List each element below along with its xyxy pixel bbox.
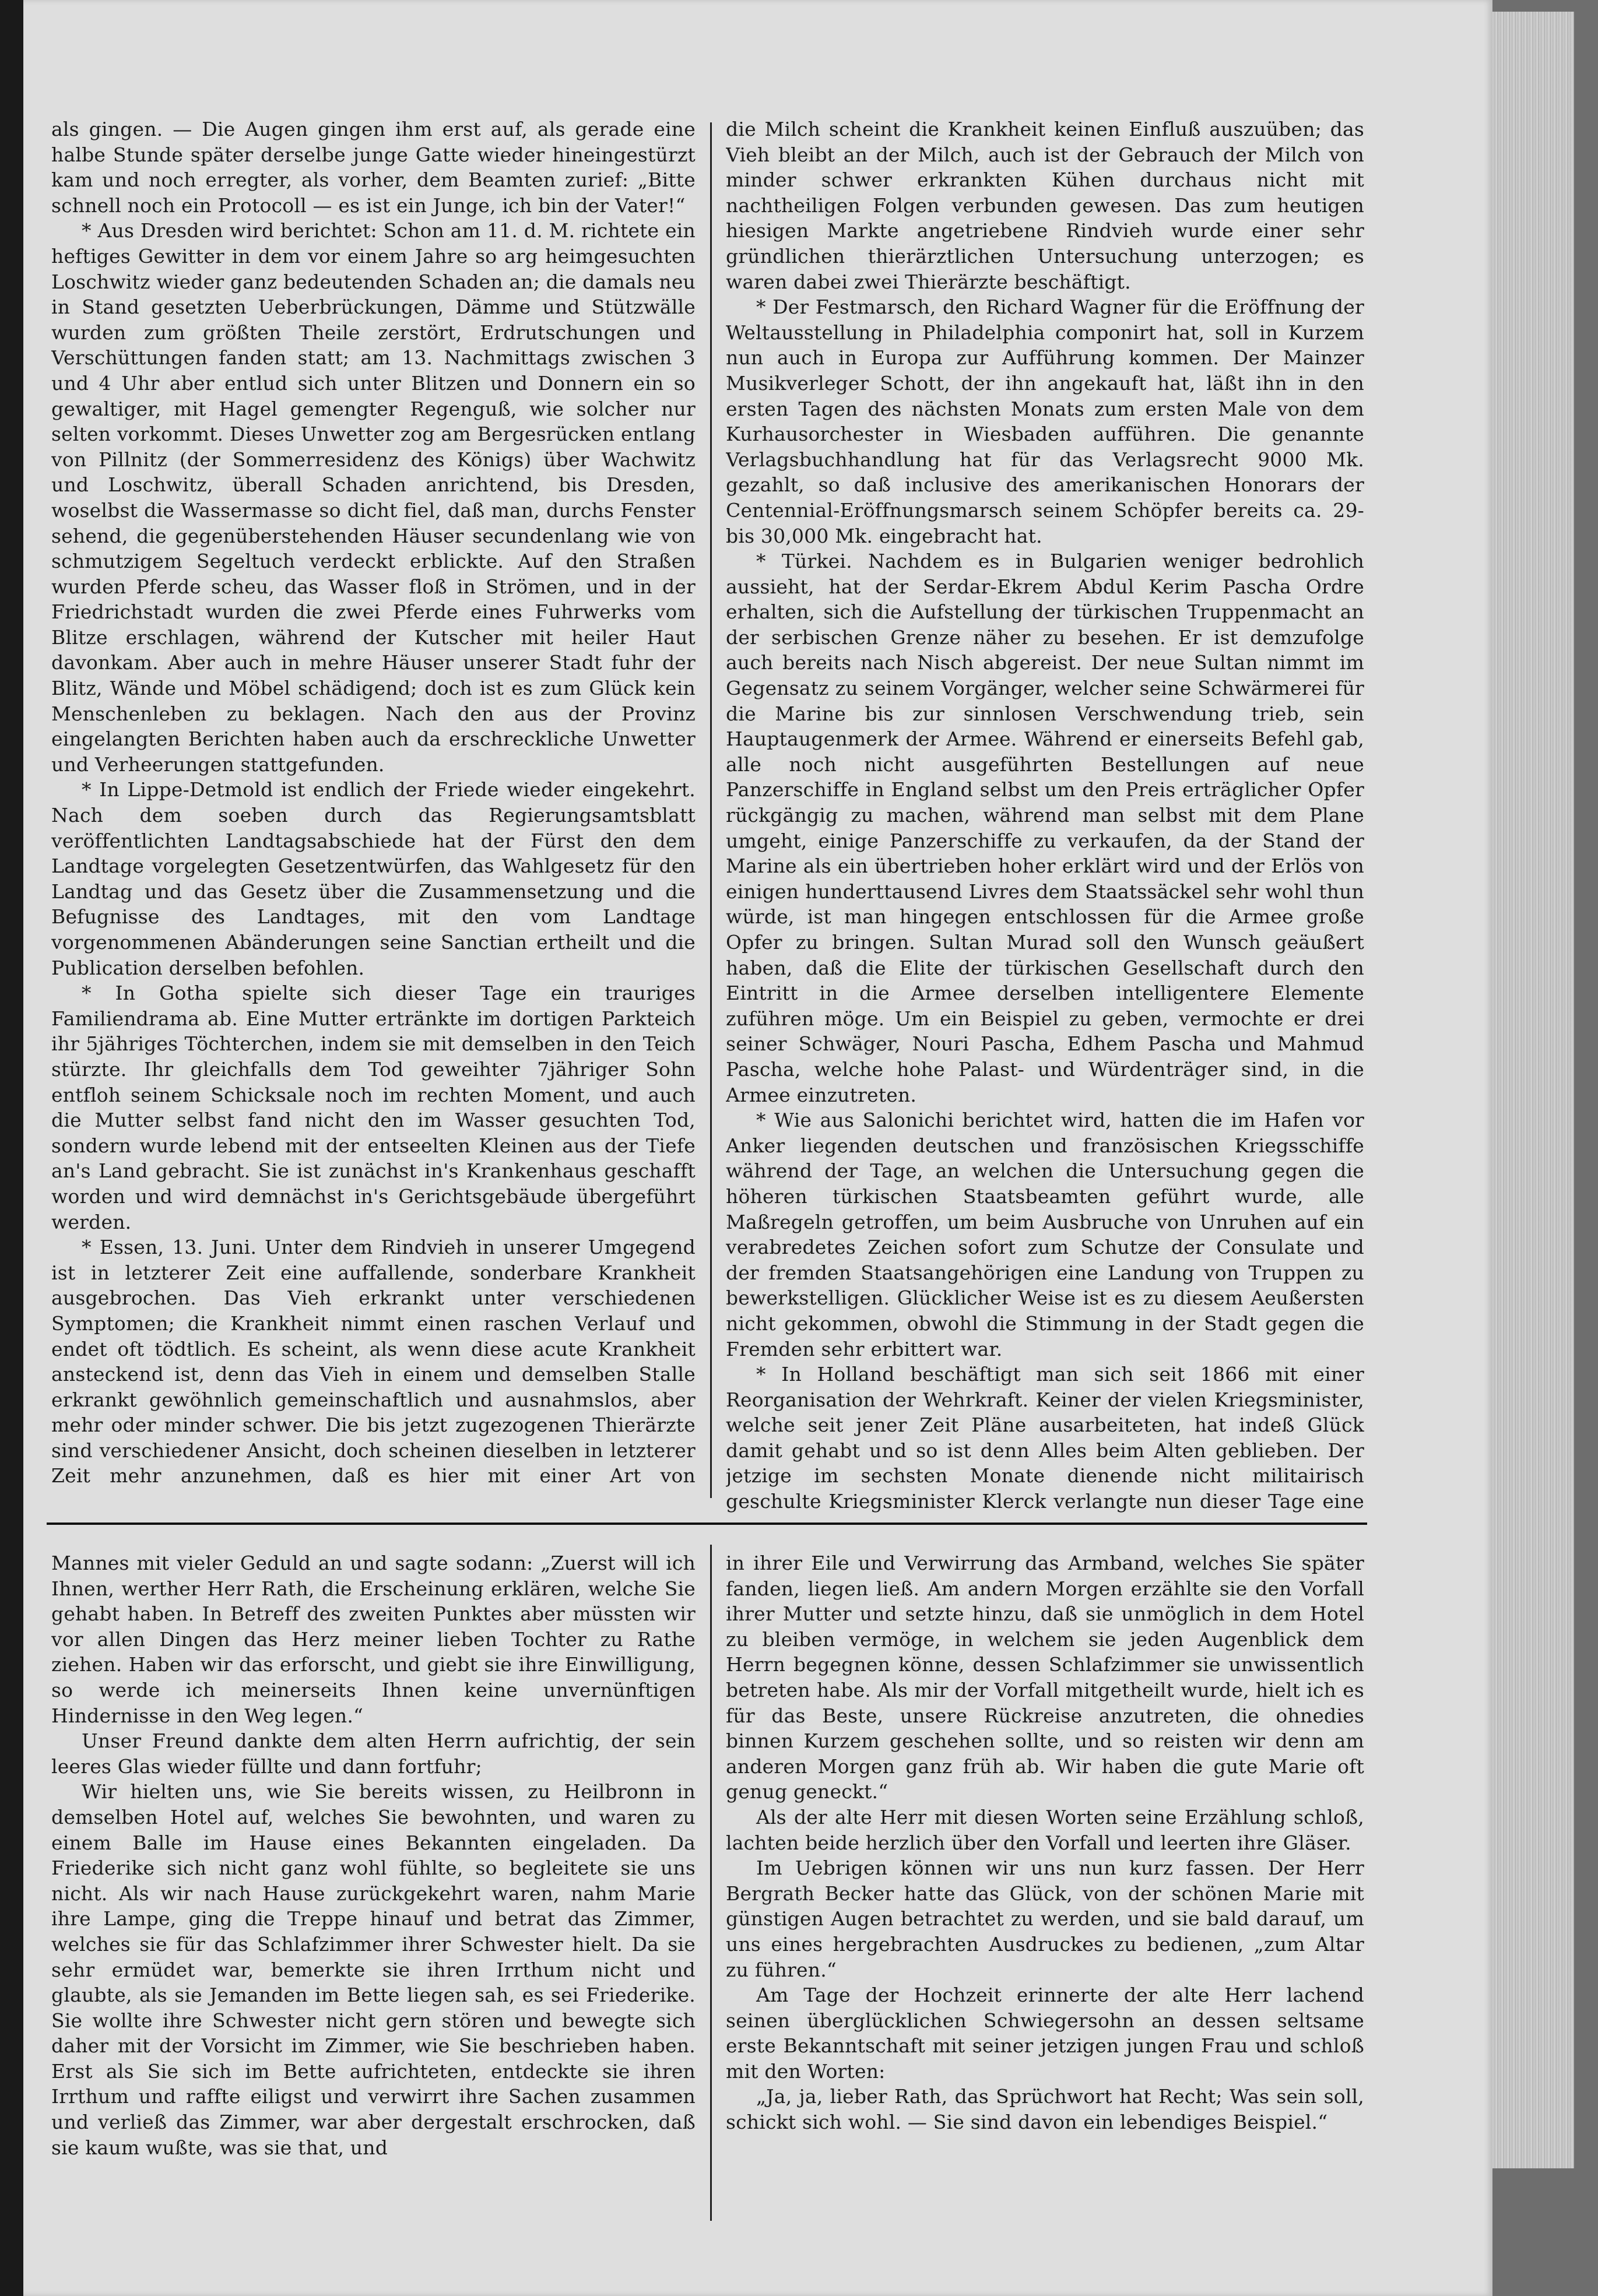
paragraph: Als der alte Herr mit diesen Worten seine Erzählung schloß, lachten beide herzlich über den Vorfall und leerten ihre Gläser. <box>726 1805 1364 1854</box>
upper-right-column <box>726 117 1364 1513</box>
paragraph: Unser Freund dankte dem alten Herrn aufrichtig, der sein leeres Glas wieder füllte und dann fortfuhr; <box>51 1729 696 1778</box>
lower-left-column <box>51 1550 696 2221</box>
paragraph: als gingen. — Die Augen gingen ihm erst auf, als gerade eine halbe Stunde später derselbe junge Gatte wieder hineingestürzt kam und noch erregter, als vorher, dem Beamten zurief: „Bitte schnell noch ein Protocoll — es ist ein Junge, ich bin der Vater!“ <box>51 118 696 217</box>
column-divider <box>710 122 712 1498</box>
paragraph: * Türkei. Nachdem es in Bulgarien weniger bedrohlich aussieht, hat der Serdar-Ekrem Abdul Kerim Pascha Ordre erhalten, sich die Aufstellung der türkischen Truppenmacht an der serbischen Grenze näher zu besehen. Er ist demzufolge auch bereits nach Nisch abgereist. Der neue Sultan nimmt im Gegensatz zu seinem Vorgänger, welcher seine Schwärmerei für die Marine bis zur sinnlosen Verschwendung trieb, sein Hauptaugenmerk der Armee. Während er einerseits Befehl gab, alle noch nicht ausgeführten Bestellungen auf neue Panzerschiffe in England selbst um den Preis erträglicher Opfer rückgängig zu machen, während man selbst mit dem Plane umgeht, einige Panzerschiffe zu verkaufen, da der Stand der Marine als ein übertrieben hoher erklärt wird und der Erlös von einigen hunderttausend Livres dem Staatssäckel sehr wohl thun würde, ist man hingegen entschlossen für die Armee große Opfer zu bringen. Sultan Murad soll den Wunsch geäußert haben, daß die Elite der türkischen Gesellschaft durch den Eintritt in die Armee derselben intelligentere Elemente zuführen möge. Um ein Beispiel zu geben, vermochte er drei seiner Schwäger, Nouri Pascha, Edhem Pascha und Mahmud Pascha, welche hohe Palast- und Würdenträger sind, in die Armee einzutreten. <box>726 550 1364 1106</box>
paragraph: Am Tage der Hochzeit erinnerte der alte Herr lachend seinen überglücklichen Schwiegersohn an dessen seltsame erste Bekanntschaft mit seiner jetzigen jungen Frau und schloß mit den Worten: <box>726 1984 1364 2083</box>
paragraph: Wir hielten uns, wie Sie bereits wissen, zu Heilbronn in demselben Hotel auf, welches Sie bewohnten, und waren zu einem Balle im Hause eines Bekannten eingeladen. Da Friederike sich nicht ganz wohl fühlte, so begleitete sie uns nicht. Als wir nach Hause zurückgekehrt waren, nahm Marie ihre Lampe, ging die Treppe hinauf und betrat das Zimmer, welches sie für das Schlafzimmer ihrer Schwester hielt. Da sie sehr ermüdet war, bemerkte sie ihren Irrthum nicht und glaubte, als sie Jemanden im Bette liegen sah, es sei Friederike. Sie wollte ihre Schwester nicht gern stören und bewegte sich daher mit der Vorsicht im Zimmer, wie Sie beschrieben haben. Erst als Sie sich im Bette aufrichteten, entdeckte sie ihren Irrthum und raffte eiligst und verwirrt ihre Sachen zusammen und verließ das Zimmer, war aber dergestalt erschrocken, daß sie kaum wußte, was sie that, und <box>51 1780 696 2159</box>
column-divider <box>710 1545 712 2221</box>
lower-right-column <box>726 1550 1364 2221</box>
paragraph: in ihrer Eile und Verwirrung das Armband, welches Sie später fanden, liegen ließ. Am andern Morgen erzählte sie den Vorfall ihrer Mutter und setzte hinzu, daß sie unmöglich in dem Hotel zu bleiben vermöge, in welchem sie jeden Augenblick dem Herrn begegnen könne, dessen Schlafzimmer sie unwissentlich betreten habe. Als mir der Vorfall mitgetheilt wurde, hielt ich es für das Beste, unsere Rückreise anzutreten, die ohnedies binnen Kurzem geschehen sollte, und so reisten wir denn am anderen Morgen ganz früh ab. Wir haben die gute Marie oft genug geneckt.“ <box>726 1552 1364 1803</box>
paragraph: * In Holland beschäftigt man sich seit 1866 mit einer Reorganisation der Wehrkraft. Keiner der vielen Kriegsminister, welche seit jener Zeit Pläne ausarbeiteten, hat indeß Glück damit gehabt und so ist denn Alles beim Alten geblieben. Der jetzige im sechsten Monate dienende nicht militairisch geschulte Kriegsminister Klerck verlangte nun dieser Tage eine <box>726 1363 1364 1513</box>
upper-left-column <box>51 117 696 1486</box>
paragraph: die Milch scheint die Krankheit keinen Einfluß auszuüben; das Vieh bleibt an der Milch, auch ist der Gebrauch der Milch von minder schwer erkrankten Kühen durchaus nicht mit nachtheiligen Folgen verbunden gewesen. Das zum heutigen hiesigen Markte angetriebene Rindvieh wurde einer sehr gründlichen thierärztlichen Untersuchung unterzogen; es waren dabei zwei Thierärzte beschäftigt. <box>726 118 1364 293</box>
feuilleton-divider <box>47 1523 1367 1525</box>
paragraph: * Aus Dresden wird berichtet: Schon am 11. d. M. richtete ein heftiges Gewitter in dem vor einem Jahre so arg heimgesuchten Loschwitz wieder ganz bedeutenden Schaden an; die damals neu in Stand gesetzten Ueberbrückungen, Dämme und Stützwälle wurden zum größten Theile zerstört, Erdrutschungen und Verschüttungen fanden statt; am 13. Nachmittags zwischen 3 und 4 Uhr aber entlud sich unter Blitzen und Donnern ein so gewaltiger, mit Hagel gemengter Regenguß, wie solcher nur selten vorkommt. Dieses Unwetter zog am Bergesrücken entlang von Pillnitz (der Sommerresidenz des Königs) über Wachwitz und Loschwitz, überall Schaden anrichtend, bis Dresden, woselbst die Wassermasse so dicht fiel, daß man, durchs Fenster sehend, die gegenüberstehenden Häuser secundenlang wie von schmutzigem Segeltuch verdeckt erblickte. Auf den Straßen wurden Pferde scheu, das Wasser floß in Strömen, und in der Friedrichstadt wurden die zwei Pferde eines Fuhrwerks vom Blitze erschlagen, während der Kutscher mit heiler Haut davonkam. Aber auch in mehre Häuser unserer Stadt fuhr der Blitz, Wände und Möbel schädigend; doch ist es zum Glück kein Menschenleben zu beklagen. Nach den aus der Provinz eingelangten Berichten haben auch da erschreckliche Unwetter und Verheerungen stattgefunden. <box>51 219 696 776</box>
newspaper-page <box>23 0 1492 2296</box>
paragraph: Im Uebrigen können wir uns nun kurz fassen. Der Herr Bergrath Becker hatte das Glück, von der schönen Marie mit günstigen Augen betrachtet zu werden, und sie bald darauf, um uns eines hergebrachten Ausdruckes zu bedienen, „zum Altar zu führen.“ <box>726 1857 1364 1981</box>
scan-binding-edge <box>0 0 23 2296</box>
paragraph: Mannes mit vieler Geduld an und sagte sodann: „Zuerst will ich Ihnen, werther Herr Rath, die Erscheinung erklären, welche Sie gehabt haben. In Betreff des zweiten Punktes aber müssten wir vor allen Dingen das Herz meiner lieben Tochter zu Rathe ziehen. Haben wir das erforscht, und giebt sie ihre Einwilligung, so werde ich meinerseits Ihnen keine unvernünftigen Hindernisse in den Weg legen.“ <box>51 1552 696 1727</box>
page-stack-edge <box>1492 12 1574 2168</box>
paragraph: „Ja, ja, lieber Rath, das Sprüchwort hat Recht; Was sein soll, schickt sich wohl. — Sie sind davon ein lebendiges Beispiel.“ <box>726 2085 1364 2134</box>
paragraph: * In Gotha spielte sich dieser Tage ein trauriges Familiendrama ab. Eine Mutter ertränkte im dortigen Parkteich ihr 5jähriges Töchterchen, indem sie mit demselben in den Teich stürzte. Ihr gleichfalls dem Tod geweihter 7jähriger Sohn entfloh seinem Schicksale noch im rechten Moment, und auch die Mutter selbst fand nicht den im Wasser gesuchten Tod, sondern wurde lebend mit der entseelten Kleinen aus der Tiefe an's Land gebracht. Sie ist zunächst in's Krankenhaus geschafft worden und wird demnächst in's Gerichtsgebäude übergeführt werden. <box>51 982 696 1233</box>
paragraph: * Essen, 13. Juni. Unter dem Rindvieh in unserer Umgegend ist in letzterer Zeit eine auffallende, sonderbare Krankheit ausgebrochen. Das Vieh erkrankt unter verschiedenen Symptomen; die Krankheit nimmt einen raschen Verlauf und endet oft tödtlich. Es scheint, als wenn diese acute Krankheit ansteckend ist, denn das Vieh in einem und demselben Stalle erkrankt gewöhnlich gemeinschaftlich und ausnahmslos, aber mehr oder minder schwer. Die bis jetzt zugezogenen Thierärzte sind verschiedener Ansicht, doch scheinen dieselben in letzterer Zeit mehr anzunehmen, daß es hier mit einer Art von <box>51 1236 696 1486</box>
paragraph: * Wie aus Salonichi berichtet wird, hatten die im Hafen vor Anker liegenden deutschen und französischen Kriegsschiffe während der Tage, an welchen die Untersuchung gegen die höheren türkischen Staatsbeamten geführt wurde, alle Maßregeln getroffen, um beim Ausbruche von Unruhen auf ein verabredetes Zeichen sofort zum Schutze der Consulate und der fremden Staatsangehörigen eine Landung von Truppen zu bewerkstelligen. Glücklicher Weise ist es zu diesem Aeußersten nicht gekommen, obwohl die Stimmung in der Stadt gegen die Fremden sehr erbittert war. <box>726 1109 1364 1360</box>
paragraph: * Der Festmarsch, den Richard Wagner für die Eröffnung der Weltausstellung in Philadelphia componirt hat, soll in Kurzem nun auch in Europa zur Aufführung kommen. Der Mainzer Musikverleger Schott, der ihn angekauft hat, läßt ihn in den ersten Tagen des nächsten Monats zum ersten Male von dem Kurhausorchester in Wiesbaden aufführen. Die genannte Verlagsbuchhandlung hat für das Verlagsrecht 9000 Mk. gezahlt, so daß inclusive des amerikanischen Honorars der Centennial-Eröffnungsmarsch seinem Schöpfer bereits ca. 29- bis 30,000 Mk. eingebracht hat. <box>726 296 1364 547</box>
paragraph: * In Lippe-Detmold ist endlich der Friede wieder eingekehrt. Nach dem soeben durch das Regierungsamtsblatt veröffentlichten Landtagsabschiede hat der Fürst den dem Landtage vorgelegten Gesetzentwürfen, das Wahlgesetz für den Landtag und das Gesetz über die Zusammensetzung und die Befugnisse des Landtages, mit den vom Landtage vorgenommenen Abänderungen seine Sanctian ertheilt und die Publication derselben befohlen. <box>51 778 696 979</box>
